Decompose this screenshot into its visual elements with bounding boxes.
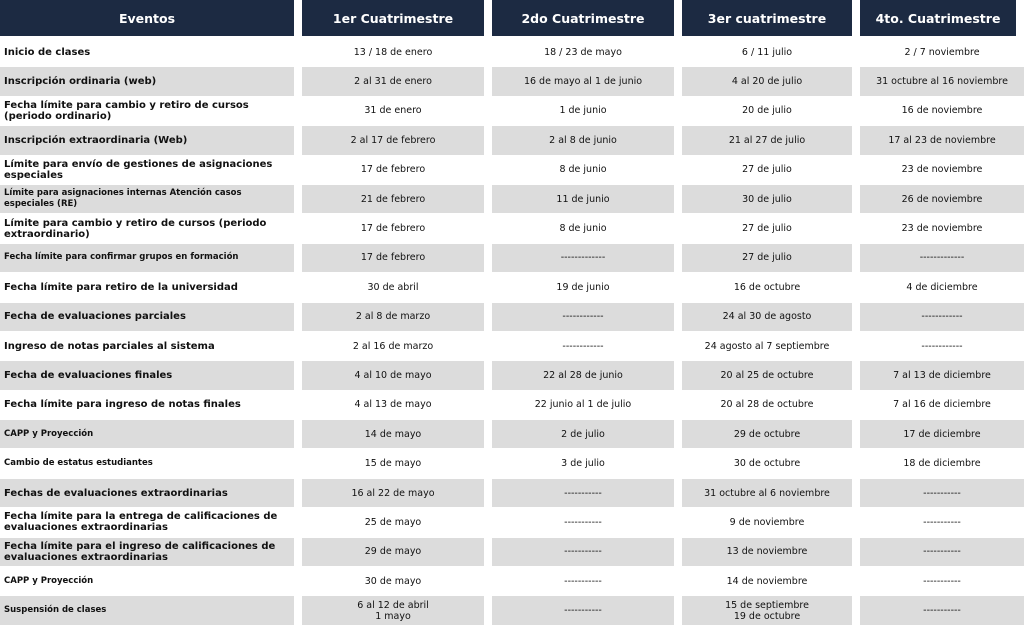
header-cuatrimestre-1: 1er Cuatrimestre [302,0,492,36]
event-name-cell: Fecha de evaluaciones finales [0,361,302,390]
date-cell-c3: 15 de septiembre 19 de octubre [682,596,860,625]
date-cell-c1: 17 de febrero [302,156,492,185]
date-cell-c2: 3 de julio [492,449,682,478]
date-cell-c3: 21 al 27 de julio [682,126,860,155]
date-cell-c3: 20 al 28 de octubre [682,391,860,420]
date-cell-c4: 23 de noviembre [860,214,1024,243]
date-cell-c1: 30 de mayo [302,567,492,596]
date-cell-c2: ----------- [492,567,682,596]
date-cell-c2: 2 de julio [492,420,682,449]
date-cell-c3: 24 al 30 de agosto [682,303,860,332]
event-name-cell: Fechas de evaluaciones extraordinarias [0,479,302,508]
date-cell-c4: ----------- [860,538,1024,567]
date-cell-c4: ----------- [860,508,1024,537]
date-cell-c3: 27 de julio [682,156,860,185]
date-cell-c3: 20 al 25 de octubre [682,361,860,390]
date-cell-c3: 16 de octubre [682,273,860,302]
event-name-cell: CAPP y Proyección [0,420,302,449]
date-cell-c2: 22 junio al 1 de julio [492,391,682,420]
date-cell-c3: 14 de noviembre [682,567,860,596]
date-cell-c3: 30 de octubre [682,449,860,478]
date-cell-c4: 31 octubre al 16 noviembre [860,67,1024,96]
event-name-cell: Límite para envío de gestiones de asignaciones especiales [0,156,302,185]
date-cell-c1: 25 de mayo [302,508,492,537]
date-cell-c2: ------------ [492,303,682,332]
date-cell-c2: 8 de junio [492,156,682,185]
date-cell-c2: ----------- [492,479,682,508]
date-cell-c4: 16 de noviembre [860,97,1024,126]
date-cell-c4: 17 de diciembre [860,420,1024,449]
date-cell-c4: 7 al 16 de diciembre [860,391,1024,420]
date-cell-c3: 27 de julio [682,244,860,273]
date-cell-c2: 16 de mayo al 1 de junio [492,67,682,96]
date-cell-c2: ------------ [492,332,682,361]
date-cell-c1: 6 al 12 de abril 1 mayo [302,596,492,625]
date-cell-c4: 18 de diciembre [860,449,1024,478]
date-cell-c2: 22 al 28 de junio [492,361,682,390]
date-cell-c1: 2 al 8 de marzo [302,303,492,332]
date-cell-c1: 21 de febrero [302,185,492,214]
date-cell-c4: ----------- [860,479,1024,508]
date-cell-c3: 9 de noviembre [682,508,860,537]
date-cell-c4: 17 al 23 de noviembre [860,126,1024,155]
date-cell-c2: 2 al 8 de junio [492,126,682,155]
date-cell-c3: 4 al 20 de julio [682,67,860,96]
date-cell-c2: 11 de junio [492,185,682,214]
date-cell-c1: 30 de abril [302,273,492,302]
header-eventos: Eventos [0,0,302,36]
date-cell-c4: 2 / 7 noviembre [860,38,1024,67]
event-name-cell: Límite para asignaciones internas Atención casos especiales (RE) [0,185,302,214]
event-name-cell: Ingreso de notas parciales al sistema [0,332,302,361]
date-cell-c3: 24 agosto al 7 septiembre [682,332,860,361]
date-cell-c1: 14 de mayo [302,420,492,449]
date-cell-c3: 31 octubre al 6 noviembre [682,479,860,508]
date-cell-c2: 1 de junio [492,97,682,126]
date-cell-c2: 19 de junio [492,273,682,302]
header-cuatrimestre-3: 3er cuatrimestre [682,0,860,36]
date-cell-c3: 27 de julio [682,214,860,243]
date-cell-c2: ----------- [492,596,682,625]
date-cell-c4: ------------ [860,332,1024,361]
date-cell-c1: 31 de enero [302,97,492,126]
date-cell-c1: 4 al 10 de mayo [302,361,492,390]
event-name-cell: Fecha límite para ingreso de notas finales [0,391,302,420]
date-cell-c2: ----------- [492,508,682,537]
event-name-cell: Fecha de evaluaciones parciales [0,303,302,332]
date-cell-c1: 2 al 31 de enero [302,67,492,96]
event-name-cell: CAPP y Proyección [0,567,302,596]
date-cell-c1: 2 al 16 de marzo [302,332,492,361]
date-cell-c2: 8 de junio [492,214,682,243]
date-cell-c4: 23 de noviembre [860,156,1024,185]
event-name-cell: Inscripción ordinaria (web) [0,67,302,96]
event-name-cell: Suspensión de clases [0,596,302,625]
event-name-cell: Fecha límite para el ingreso de calificaciones de evaluaciones extraordinarias [0,538,302,567]
date-cell-c2: ------------- [492,244,682,273]
event-name-cell: Fecha límite para retiro de la universidad [0,273,302,302]
date-cell-c1: 17 de febrero [302,244,492,273]
date-cell-c4: 7 al 13 de diciembre [860,361,1024,390]
date-cell-c4: 26 de noviembre [860,185,1024,214]
event-name-cell: Inicio de clases [0,38,302,67]
event-name-cell: Fecha límite para la entrega de calificaciones de evaluaciones extraordinarias [0,508,302,537]
event-name-cell: Fecha límite para cambio y retiro de cursos (periodo ordinario) [0,97,302,126]
date-cell-c1: 29 de mayo [302,538,492,567]
event-name-cell: Inscripción extraordinaria (Web) [0,126,302,155]
date-cell-c1: 2 al 17 de febrero [302,126,492,155]
event-name-cell: Cambio de estatus estudiantes [0,449,302,478]
date-cell-c1: 16 al 22 de mayo [302,479,492,508]
date-cell-c1: 13 / 18 de enero [302,38,492,67]
date-cell-c4: ----------- [860,567,1024,596]
date-cell-c1: 4 al 13 de mayo [302,391,492,420]
event-name-cell: Límite para cambio y retiro de cursos (periodo extraordinario) [0,214,302,243]
date-cell-c3: 30 de julio [682,185,860,214]
date-cell-c4: ------------- [860,244,1024,273]
date-cell-c2: ----------- [492,538,682,567]
header-cuatrimestre-2: 2do Cuatrimestre [492,0,682,36]
date-cell-c3: 29 de octubre [682,420,860,449]
date-cell-c2: 18 / 23 de mayo [492,38,682,67]
date-cell-c4: ------------ [860,303,1024,332]
date-cell-c1: 17 de febrero [302,214,492,243]
event-name-cell: Fecha límite para confirmar grupos en formación [0,244,302,273]
date-cell-c3: 13 de noviembre [682,538,860,567]
date-cell-c3: 20 de julio [682,97,860,126]
date-cell-c4: ----------- [860,596,1024,625]
header-cuatrimestre-4: 4to. Cuatrimestre [860,0,1024,36]
date-cell-c4: 4 de diciembre [860,273,1024,302]
date-cell-c1: 15 de mayo [302,449,492,478]
date-cell-c3: 6 / 11 julio [682,38,860,67]
